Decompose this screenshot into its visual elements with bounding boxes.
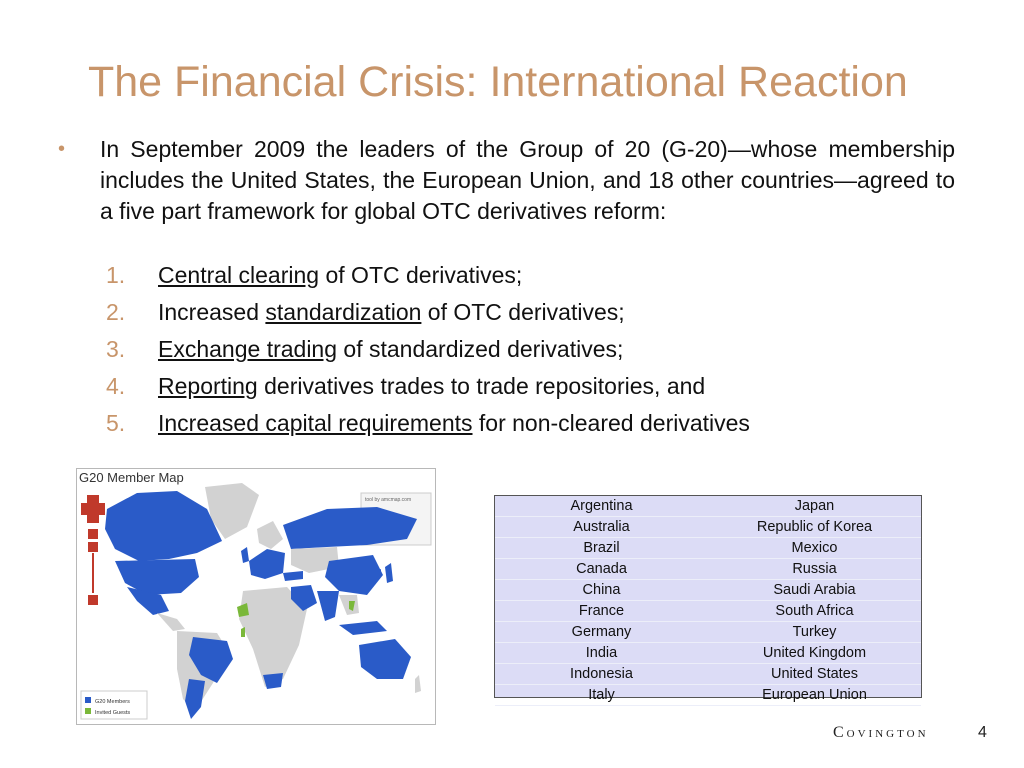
table-cell: Republic of Korea (708, 517, 921, 538)
table-cell: Italy (495, 685, 708, 706)
list-item (100, 373, 960, 410)
table-cell: Turkey (708, 622, 921, 643)
list-text-underlined: Exchange trading (158, 336, 338, 362)
table-cell: Indonesia (495, 664, 708, 685)
list-text-post: of OTC derivatives; (319, 262, 523, 288)
list-text-post: for non-cleared derivatives (472, 410, 750, 436)
table-cell: India (495, 643, 708, 664)
list-text-underlined: Reporting (158, 373, 258, 399)
page-number: 4 (978, 724, 987, 741)
list-item (100, 410, 960, 447)
legend-guest-swatch (85, 708, 91, 714)
list-text-post: derivatives trades to trade repositories, and (257, 373, 706, 399)
tool-credit: tool by amcmap.com (365, 497, 412, 503)
table-cell: Russia (708, 559, 921, 580)
map-nav-control-icon (81, 495, 105, 605)
table-row (495, 643, 921, 664)
g20-members-table (494, 495, 922, 703)
list-number: 2. (106, 299, 126, 325)
table-cell: United Kingdom (708, 643, 921, 664)
list-number: 4. (106, 373, 126, 399)
table-row (495, 622, 921, 643)
framework-list (100, 262, 960, 447)
list-item (100, 299, 960, 336)
slide-title: The Financial Crisis: International Reaction (88, 58, 908, 106)
list-text-post: of standardized derivatives; (337, 336, 624, 362)
table-cell: United States (708, 664, 921, 685)
table-cell: China (495, 580, 708, 601)
table-row (495, 517, 921, 538)
table-cell: Mexico (708, 538, 921, 559)
bullet-marker: • (58, 138, 66, 160)
table-row (495, 496, 921, 517)
table-row (495, 664, 921, 685)
table-cell: Germany (495, 622, 708, 643)
list-text-pre: Increased (158, 299, 266, 325)
legend-member-label: G20 Members (95, 699, 130, 705)
table-cell: Canada (495, 559, 708, 580)
list-text-underlined: Central clearing (158, 262, 320, 288)
table-cell: Brazil (495, 538, 708, 559)
list-text-post: of OTC derivatives; (421, 299, 625, 325)
legend-member-swatch (85, 697, 91, 703)
table-row (495, 538, 921, 559)
table-cell: South Africa (708, 601, 921, 622)
list-text-underlined: standardization (265, 299, 422, 325)
legend-guest-label: Invited Guests (95, 710, 131, 716)
table-cell: Australia (495, 517, 708, 538)
member-table-body (495, 496, 921, 706)
list-number: 1. (106, 262, 126, 288)
table-row (495, 685, 921, 706)
table-cell: France (495, 601, 708, 622)
table-cell: Argentina (495, 496, 708, 517)
list-number: 3. (106, 336, 126, 362)
table-cell: Saudi Arabia (708, 580, 921, 601)
list-item (100, 336, 960, 373)
map-caption: G20 Member Map (79, 470, 184, 485)
table-row (495, 580, 921, 601)
covington-logo (833, 724, 929, 742)
world-map-svg (77, 469, 435, 724)
list-number: 5. (106, 410, 126, 436)
logo-text: Covington (833, 724, 929, 741)
intro-paragraph: In September 2009 the leaders of the Group of 20 (G-20)—whose membership includes the United States, the European Union, and 18 other countries—agreed to a five part framework for global OTC derivatives reform: (100, 136, 955, 224)
table-cell: European Union (708, 685, 921, 706)
g20-member-map (76, 468, 436, 725)
list-item (100, 262, 960, 299)
table-row (495, 559, 921, 580)
table-row (495, 601, 921, 622)
table-cell: Japan (708, 496, 921, 517)
list-text-underlined: Increased capital requirements (158, 410, 473, 436)
